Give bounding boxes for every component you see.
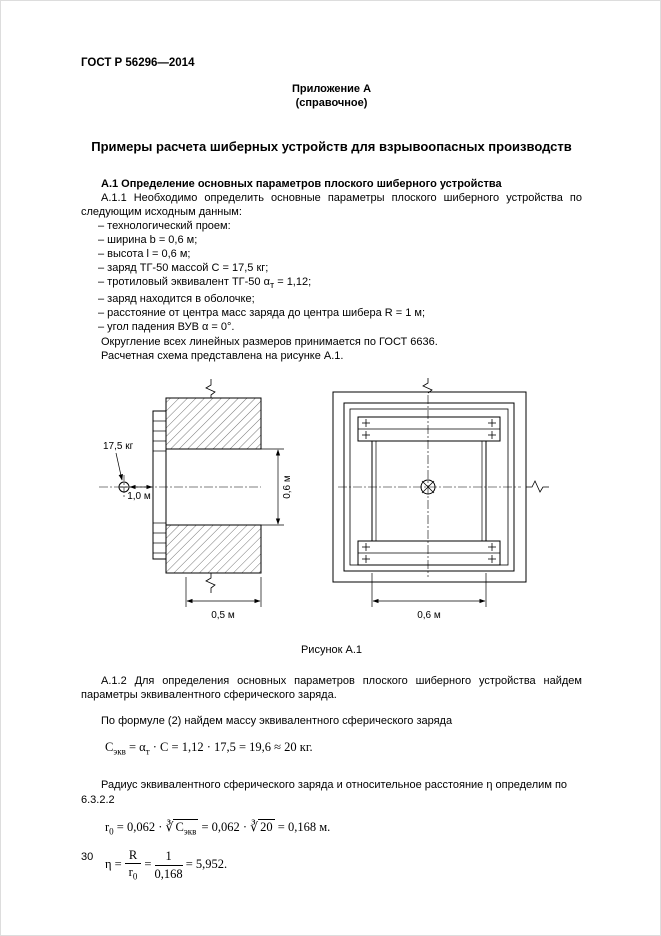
- formula-subscript: 0: [109, 826, 114, 837]
- formula-text: · С = 1,12 · 17,5 = 19,6 ≈ 20 кг.: [149, 739, 313, 754]
- list-item-text: – угол падения ВУВ α = 0°.: [98, 321, 235, 334]
- appendix-note: (справочное): [295, 97, 368, 110]
- formula-var: С: [175, 819, 184, 834]
- formula-var: С: [105, 739, 114, 754]
- distance-label: 1,0 м: [127, 490, 151, 502]
- cube-root-sign: ∛: [250, 819, 259, 834]
- formula-radius: [105, 819, 582, 837]
- formula-text: = 0,168 м.: [274, 819, 331, 834]
- formula-equivalent-mass: [105, 740, 582, 757]
- opening-height-label: 0,6 м: [282, 474, 293, 499]
- formula-var: r: [128, 865, 133, 880]
- section-a12-p1: А.1.2 Для определения основных параметров плоского шиберного устройства найдем параметры эквивалентного сферического заряда.: [81, 674, 582, 701]
- formula-subscript: экв: [113, 746, 126, 757]
- formula-text: =: [141, 857, 155, 872]
- formula-var: η =: [105, 857, 125, 872]
- cube-root-sign: ∛: [165, 819, 174, 834]
- formula-text: = 0,062 ·: [113, 819, 166, 834]
- formula-subscript: т: [145, 746, 150, 757]
- doc-header: ГОСТ Р 56296—2014: [81, 57, 195, 69]
- opening-width-label: 0,6 м: [417, 609, 441, 621]
- list-item: [98, 233, 582, 247]
- fraction-denominator: [125, 864, 141, 882]
- page-number: 30: [81, 851, 94, 863]
- list-item: [98, 247, 582, 261]
- formula-text: = α: [125, 739, 146, 754]
- section-a11-intro: А.1.1 Необходимо определить основные параметры плоского шиберного устройства по следующим исходным данным:: [81, 191, 582, 218]
- fraction-denominator: 0,168: [154, 866, 183, 881]
- appendix-block: [81, 82, 582, 111]
- section-a1-heading: А.1 Определение основных параметров плоского шиберного устройства: [101, 177, 502, 190]
- initial-data-list: [81, 219, 582, 334]
- appendix-title: Приложение А: [291, 83, 372, 95]
- list-item: [98, 306, 582, 320]
- figure-caption: Рисунок А.1: [300, 643, 363, 656]
- radicand: 20: [260, 819, 273, 834]
- radicand: [173, 819, 198, 837]
- alpha-subscript: т: [269, 280, 275, 291]
- list-item: [98, 219, 582, 233]
- formula-subscript: 0: [132, 871, 138, 882]
- list-item: [98, 261, 582, 275]
- list-item-text: – заряд находится в оболочке;: [98, 293, 255, 306]
- figure-a1: [81, 377, 582, 656]
- formula-text: = 5,952.: [182, 857, 228, 872]
- note-figure: Расчетная схема представлена на рисунке А.1.: [101, 349, 344, 362]
- formula-var: r: [105, 819, 110, 834]
- page-title: Примеры расчета шиберных устройств для взрывоопасных производств: [91, 138, 572, 154]
- list-item-text: – расстояние от центра масс заряда до центра шибера R = 1 м;: [98, 307, 426, 320]
- list-item: [98, 292, 582, 306]
- list-item: [98, 320, 582, 334]
- scheme-drawing: [81, 377, 553, 625]
- fraction-numerator: R: [125, 848, 141, 864]
- formula-subscript: экв: [183, 826, 197, 837]
- wall-thickness-label: 0,5 м: [211, 609, 235, 621]
- charge-mass-label: 17,5 кг: [103, 440, 134, 452]
- list-item: [98, 275, 582, 292]
- fraction-numerator: 1: [155, 849, 183, 865]
- note-rounding: Округление всех линейных размеров принимается по ГОСТ 6636.: [101, 335, 438, 348]
- list-item-text: = 1,12;: [274, 276, 312, 289]
- fraction: [125, 848, 141, 882]
- formula-eta: [105, 848, 582, 882]
- section-a12-p2: По формуле (2) найдем массу эквивалентного сферического заряда: [101, 714, 453, 727]
- section-a12-p3: Радиус эквивалентного сферического заряда и относительное расстояние η определим по 6.3.2.2: [81, 779, 568, 806]
- list-item-text: – высота l = 0,6 м;: [98, 248, 191, 261]
- list-item-text: – ширина b = 0,6 м;: [98, 234, 198, 247]
- fraction: [155, 849, 183, 881]
- list-item-text: – технологический проем:: [98, 220, 231, 233]
- front-view: [333, 378, 549, 607]
- list-item-text: – тротиловый эквивалент ТГ-50 α: [98, 276, 270, 289]
- list-item-text: – заряд ТГ-50 массой С = 17,5 кг;: [98, 262, 269, 275]
- formula-text: = 0,062 ·: [198, 819, 251, 834]
